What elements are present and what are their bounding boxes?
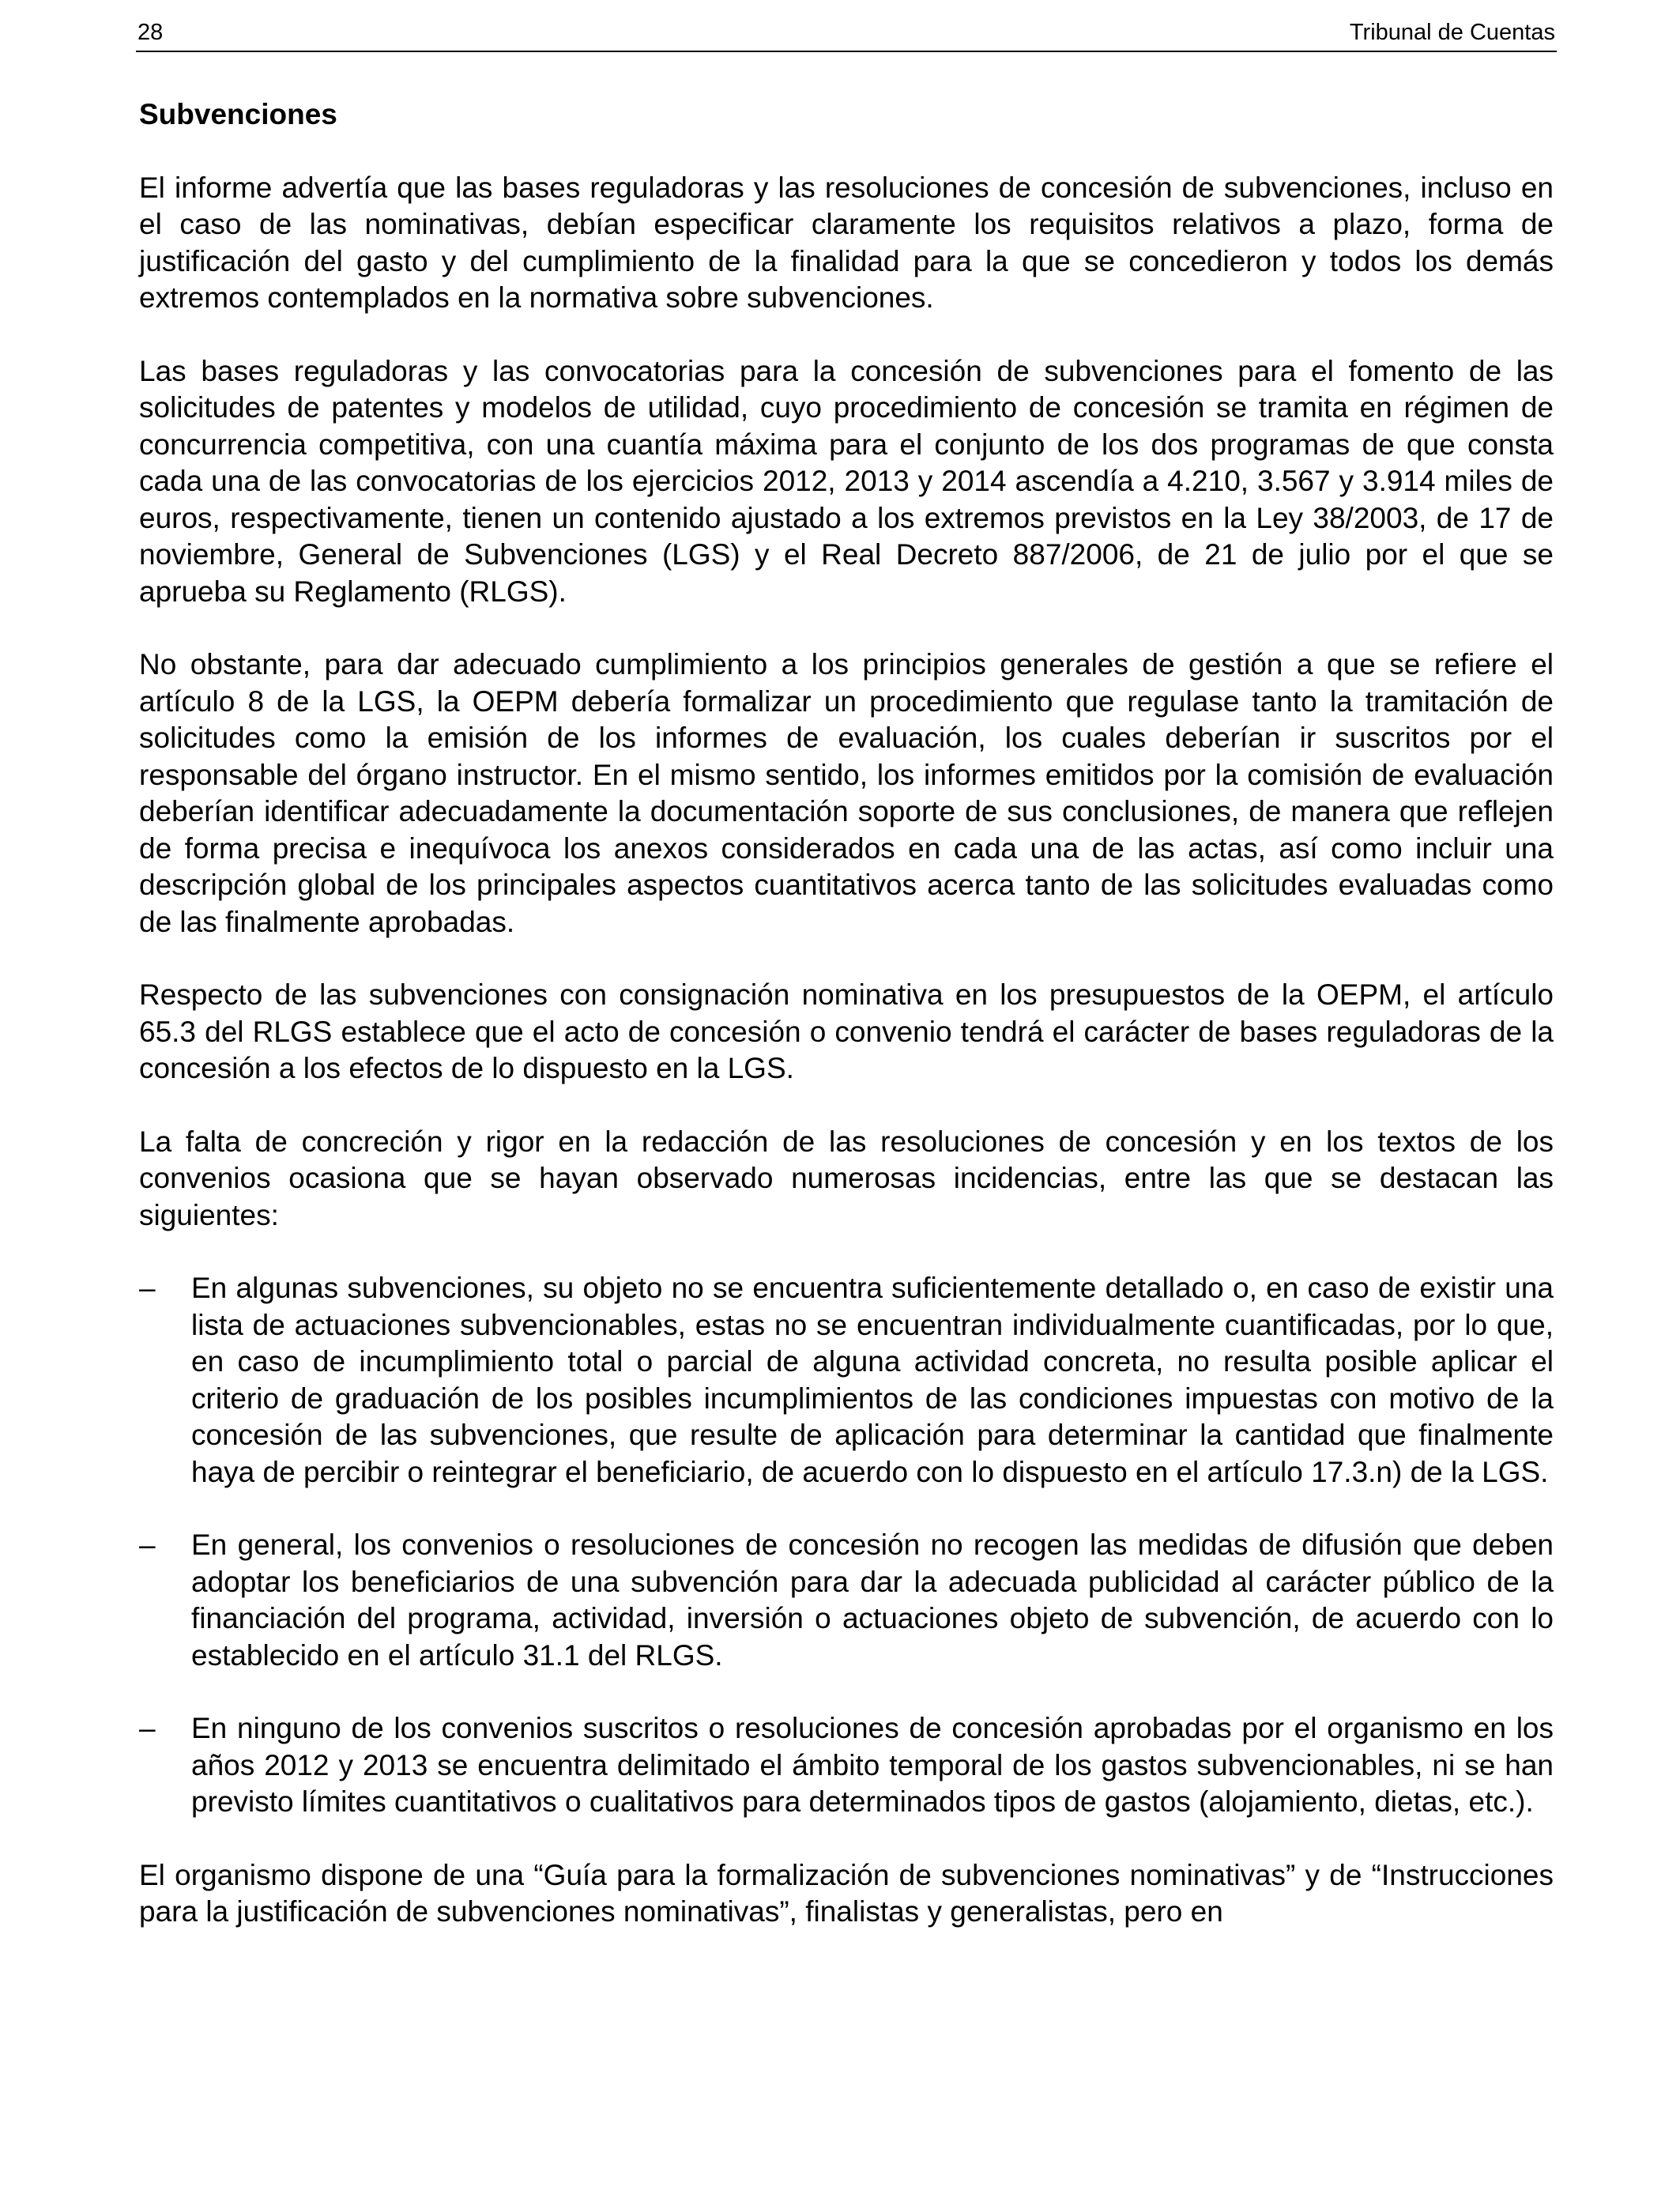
page-number: 28 [137, 20, 164, 45]
list-item-text: En general, los convenios o resoluciones de concesión no recogen las medidas de difusión que deben adoptar los beneficiarios de una subvención para dar la adecuada publicidad al carácter público de la financiación del programa, actividad, inversión o actuaciones objeto de subvención, de acuerdo con lo establecido en el artículo 31.1 del RLGS. [191, 1529, 1554, 1672]
section-title: Subvenciones [139, 98, 337, 130]
list-item-text: En algunas subvenciones, su objeto no se encuentra suficientemente detallado o, en caso de existir una lista de actuaciones subvencionables, estas no se encuentran individualmente cuantificadas, por lo que, en caso de incumplimiento total o parcial de alguna actividad concreta, no resulta posible aplicar el criterio de graduación de los posibles incumplimientos de las condiciones impuestas con motivo de la concesión de las subvenciones, que resulte de aplicación para determinar la cantidad que finalmente haya de percibir o reintegrar el beneficiario, de acuerdo con lo dispuesto en el artículo 17.3.n) de la LGS. [191, 1272, 1554, 1488]
list-item-text: En ninguno de los convenios suscritos o resoluciones de concesión aprobadas por el organismo en los años 2012 y 2013 se encuentra delimitado el ámbito temporal de los gastos subvencionables, ni se han previsto límites cuantitativos o cualitativos para determinados tipos de gastos (alojamiento, dietas, etc.). [191, 1712, 1554, 1818]
bullet-marker: – [139, 1272, 156, 1304]
bullet-marker: – [139, 1529, 156, 1561]
bullet-marker: – [139, 1712, 156, 1744]
paragraph-bases-reguladoras: Las bases reguladoras y las convocatorias para la concesión de subvenciones para el fomento de las solicitudes de patentes y modelos de utilidad, cuyo procedimiento de concesión se tramita en régimen de concurrencia competitiva, con una cuantía máxima para el conjunto de los dos programas de que consta cada una de las convocatorias de los ejercicios 2012, 2013 y 2014 ascendía a 4.210, 3.567 y 3.914 miles de euros, respectivamente, tienen un contenido ajustado a los extremos previstos en la Ley 38/2003, de 17 de noviembre, General de Subvenciones (LGS) y el Real Decreto 887/2006, de 21 de julio por el que se aprueba su Reglamento (RLGS). [139, 354, 1554, 608]
header-organization: Tribunal de Cuentas [1349, 20, 1555, 45]
paragraph-closing: El organismo dispone de una “Guía para la formalización de subvenciones nominativas” y de “Instrucciones para la justificación de subvenciones nominativas”, finalistas y generalistas, pero en [139, 1858, 1554, 1928]
list-item [139, 1527, 1554, 1674]
paragraph-intro: El informe advertía que las bases reguladoras y las resoluciones de concesión de subvenciones, incluso en el caso de las nominativas, debían especificar claramente los requisitos relativos a plazo, forma de justificación del gasto y del cumplimiento de la finalidad para la que se concedieron y todos los demás extremos contemplados en la normativa sobre subvenciones. [139, 171, 1554, 314]
paragraph-subvenciones-nominativas: Respecto de las subvenciones con consignación nominativa en los presupuestos de la OEPM, el artículo 65.3 del RLGS establece que el acto de concesión o convenio tendrá el carácter de bases reguladoras de la concesión a los efectos de lo dispuesto en la LGS. [139, 978, 1554, 1084]
paragraph-no-obstante: No obstante, para dar adecuado cumplimiento a los principios generales de gestión a que se refiere el artículo 8 de la LGS, la OEPM debería formalizar un procedimiento que regulase tanto la tramitación de solicitudes como la emisión de los informes de evaluación, los cuales deberían ir suscritos por el responsable del órgano instructor. En el mismo sentido, los informes emitidos por la comisión de evaluación deberían identificar adecuadamente la documentación soporte de sus conclusiones, de manera que reflejen de forma precisa e inequívoca los anexos considerados en cada una de las actas, así como incluir una descripción global de los principales aspectos cuantitativos acerca tanto de las solicitudes evaluadas como de las finalmente aprobadas. [139, 648, 1554, 938]
list-item [139, 1270, 1554, 1491]
paragraph-incidencias: La falta de concreción y rigor en la redacción de las resoluciones de concesión y en los textos de los convenios ocasiona que se hayan observado numerosas incidencias, entre las que se destacan las siguientes: [139, 1125, 1554, 1231]
list-item [139, 1710, 1554, 1821]
document-body [139, 96, 1554, 1931]
page-header [136, 17, 1557, 52]
